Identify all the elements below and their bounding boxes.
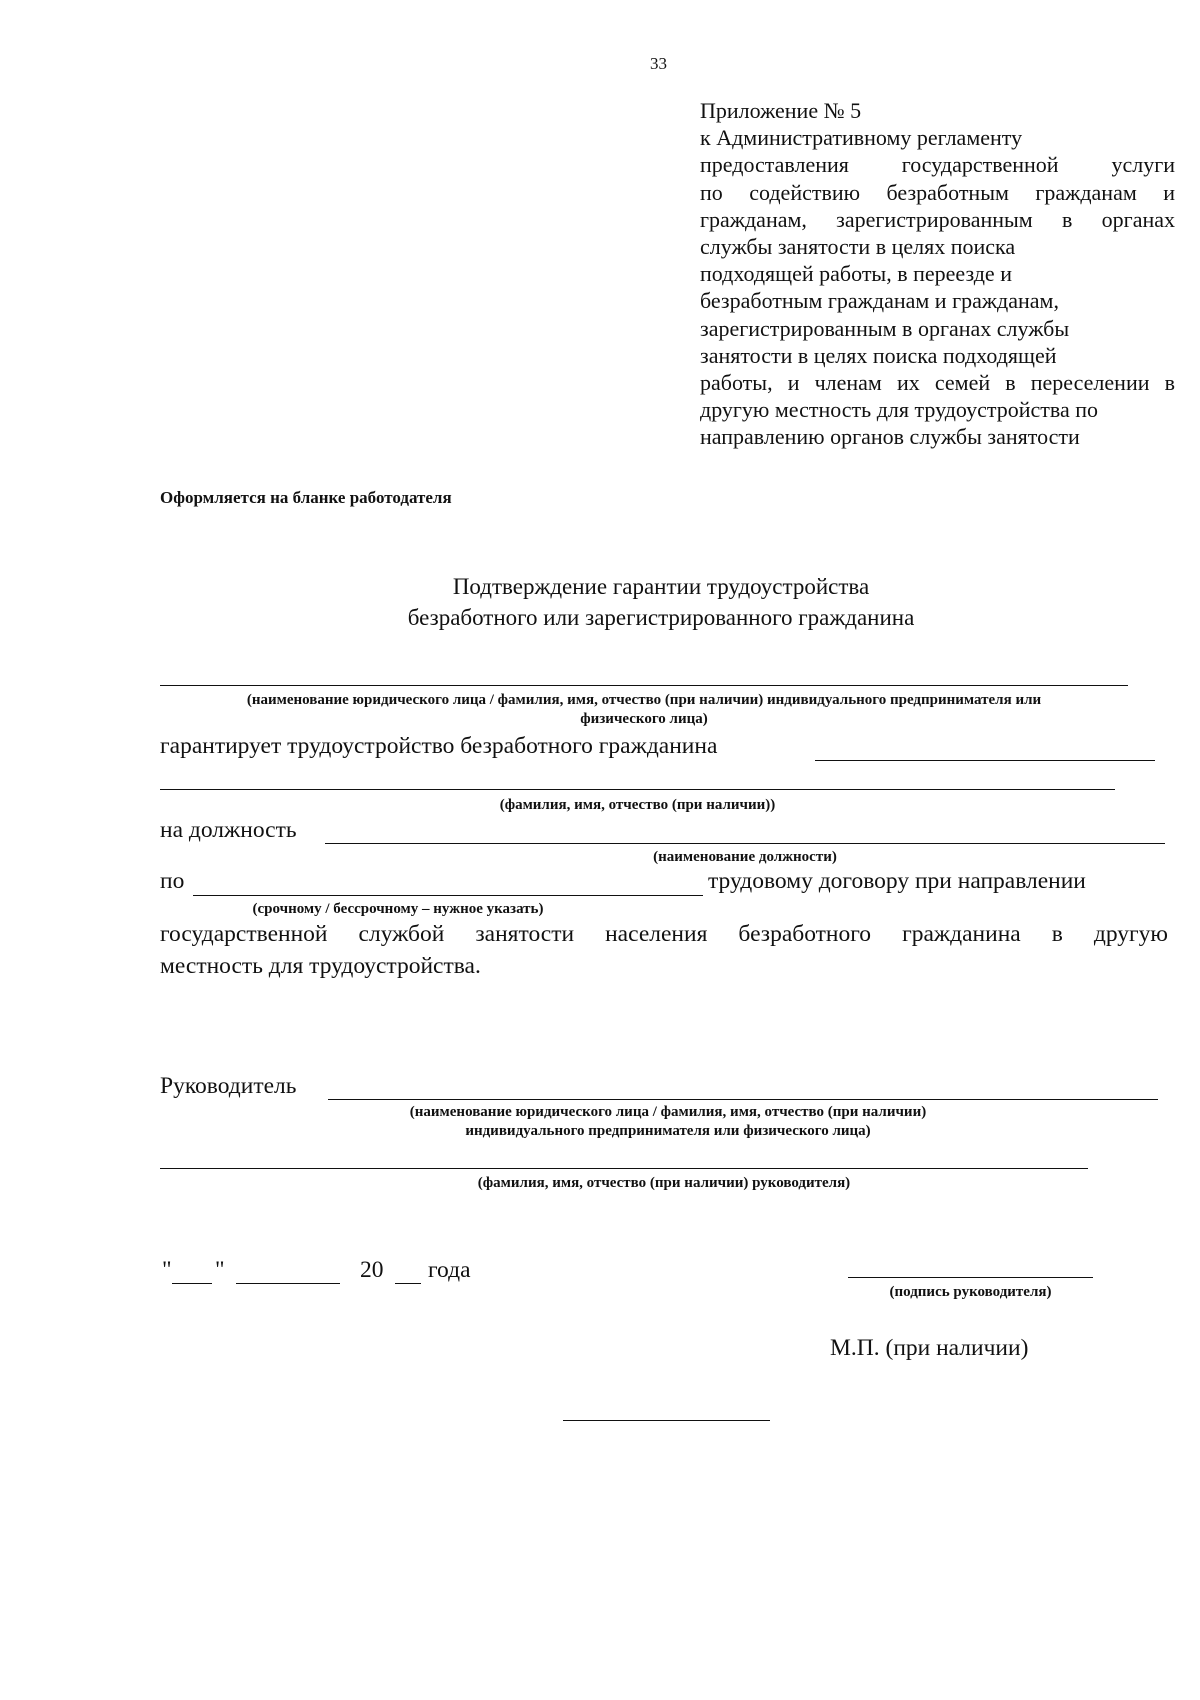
head-organization-field[interactable] — [328, 1099, 1158, 1100]
appendix-line: подходящей работы, в переезде и — [700, 261, 1012, 287]
date-year-field[interactable] — [395, 1283, 421, 1284]
date-quote-open: " — [162, 1257, 172, 1283]
position-field[interactable] — [325, 843, 1165, 844]
citizen-name-field-continued[interactable] — [160, 789, 1115, 790]
caption-line: (наименование юридического лица / фамилия, имя, отчество (при наличии) индивидуального предпринимателя или — [246, 692, 1042, 708]
contract-prefix: по — [160, 868, 185, 894]
appendix-header — [700, 97, 1175, 451]
contract-suffix: трудовому договору при направлении — [708, 868, 1086, 894]
position-label: на должность — [160, 817, 297, 843]
employer-name-caption — [160, 691, 1128, 729]
citizen-name-field[interactable] — [815, 760, 1155, 761]
position-caption: (наименование должности) — [653, 849, 837, 865]
date-day-field[interactable] — [172, 1283, 212, 1284]
end-separator — [563, 1420, 770, 1421]
head-name-caption: (фамилия, имя, отчество (при наличии) руководителя) — [477, 1175, 851, 1191]
date-year-prefix: 20 — [360, 1257, 384, 1283]
head-organization-caption — [328, 1103, 1008, 1141]
appendix-line: гражданам, зарегистрированным в органах — [700, 206, 1175, 232]
contract-type-field[interactable] — [193, 895, 703, 896]
employer-letterhead-note: Оформляется на бланке работодателя — [160, 488, 452, 507]
page-number: 33 — [650, 54, 667, 73]
appendix-line: по содействию безработным гражданам и — [700, 179, 1175, 205]
caption-line: (наименование юридического лица / фамилия, имя, отчество (при наличии) — [409, 1104, 927, 1120]
appendix-line: предоставления государственной услуги — [700, 152, 1175, 178]
employer-name-field[interactable] — [160, 685, 1128, 686]
date-suffix: года — [428, 1257, 471, 1283]
head-signature-field[interactable] — [848, 1277, 1093, 1278]
closing-line-1: государственной службой занятости населения безработного гражданина в другую — [160, 921, 1168, 947]
closing-line-2: местность для трудоустройства. — [160, 953, 481, 979]
head-label: Руководитель — [160, 1073, 297, 1099]
appendix-line: службы занятости в целях поиска — [700, 234, 1016, 260]
appendix-line: Приложение № 5 — [700, 98, 862, 123]
head-signature-caption: (подпись руководителя) — [889, 1284, 1052, 1300]
citizen-name-caption: (фамилия, имя, отчество (при наличии)) — [499, 797, 776, 813]
title-line-1: Подтверждение гарантии трудоустройства — [452, 574, 870, 599]
caption-line: физического лица) — [580, 711, 708, 727]
guarantees-text: гарантирует трудоустройство безработного гражданина — [160, 733, 718, 759]
date-quote-close: " — [215, 1257, 225, 1283]
appendix-line: другую местность для трудоустройства по — [700, 397, 1098, 423]
head-name-field[interactable] — [160, 1168, 1088, 1169]
title-line-2: безработного или зарегистрированного гражданина — [407, 605, 915, 630]
caption-line: индивидуального предпринимателя или физического лица) — [465, 1123, 871, 1139]
appendix-line: к Административному регламенту — [700, 125, 1023, 151]
date-month-field[interactable] — [236, 1283, 340, 1284]
appendix-line: работы, и членам их семей в переселении в — [700, 370, 1175, 396]
stamp-place: М.П. (при наличии) — [830, 1335, 1029, 1361]
appendix-line: безработным гражданам и гражданам, — [700, 288, 1059, 314]
appendix-line: зарегистрированным в органах службы — [700, 315, 1070, 341]
contract-type-caption: (срочному / бессрочному – нужное указать) — [252, 901, 544, 917]
document-title — [0, 571, 1200, 633]
appendix-line: занятости в целях поиска подходящей — [700, 342, 1057, 368]
appendix-line: направлению органов службы занятости — [700, 424, 1080, 450]
